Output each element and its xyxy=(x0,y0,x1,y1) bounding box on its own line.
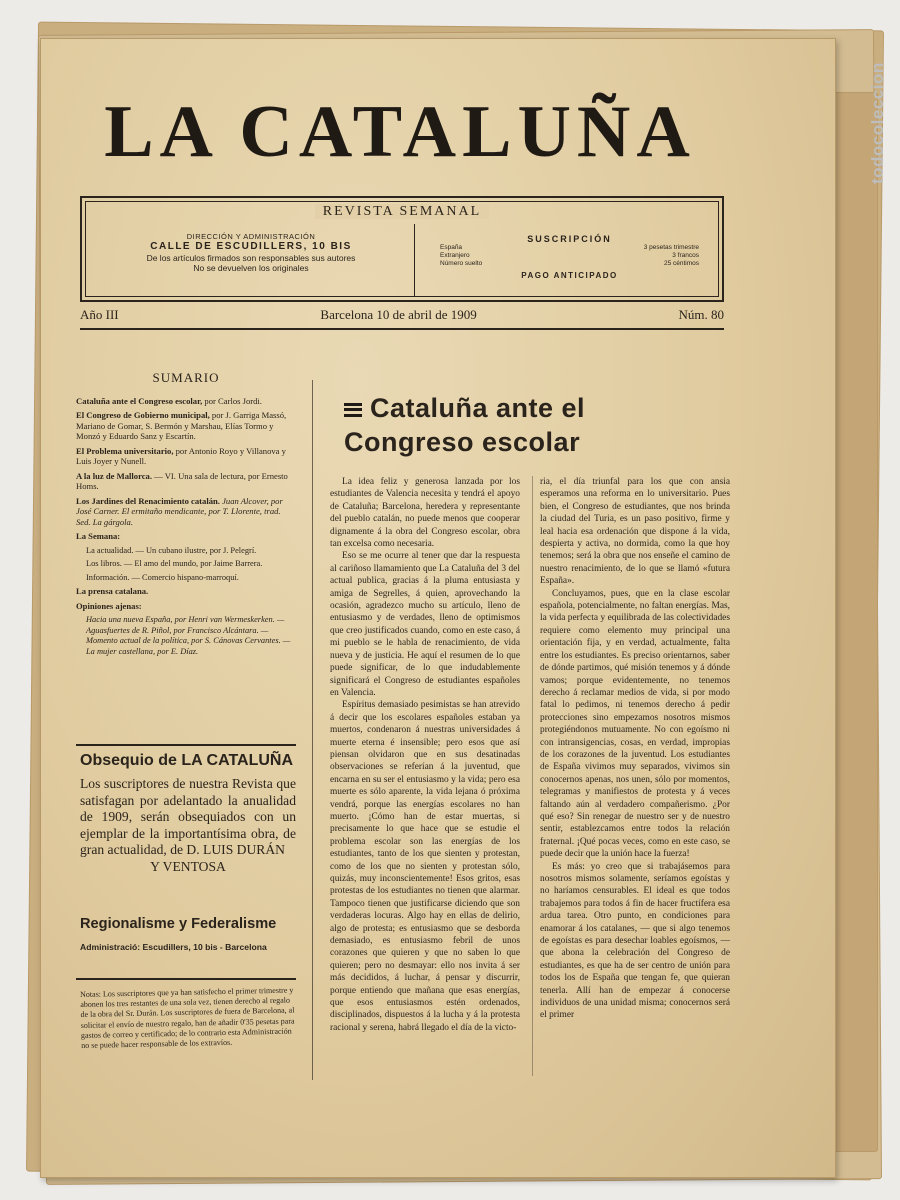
toc-entry-title: El Congreso de Gobierno municipal, xyxy=(76,410,210,421)
suscripcion-pago: PAGO ANTICIPADO xyxy=(521,271,618,281)
toc-entry-detail: Juan Alcover, por José Carner. El ermitaño mendicante, por T. Llorente, trad. Sed. La gárgola. xyxy=(76,495,283,527)
toc-entry-title: Opiniones ajenas: xyxy=(76,600,142,611)
headline-line xyxy=(344,426,736,460)
notas-block: Notas: Los suscriptores que ya han satisfecho el primer trimestre y abonen los tres restantes de una sola vez, tienen derecho al regalo de la obra del Sr. Durán. Los suscriptores de fuera de Barcelona, al solicitar el envío de nuestro regalo, han de añadir 0'35 pesetas para gastos de correo y certificado; de lo contrario esta Administración no se puede hacer responsable de los extravíos. xyxy=(80,985,295,1051)
column-rule xyxy=(532,476,533,1076)
article-paragraph: Concluyamos, pues, que en la clase escolar española, potencialmente, no faltan energías. Mas, la vida perfecta y equilibrada de las colectividades requiere como elemento muy principal una orientación fija, y en verdad, actualmente, falta entre los estudiantes. Es preciso orientarnos, saber de dónde partimos, qué misión tenemos y á dónde vamos; porque evidentemente, no tenemos derecho á reclamar medios de vida, si por modo fatal lo pedimos, ni tenemos derecho á pedir protecciones sino empezamos nosotros mismos protegiéndonos mutuamente. No con egoísmo ni con intransigencias, cosas, en verdad, impropias de los corazones de la juventud. Los estudiantes de España vivimos muy separados, vivimos sin conocernos apenas, nos unen, sólo por momentos, telegramas y manifiestos de protesta y á veces faltando aún al verdadero compañerismo. ¿Por qué eso? Sin renegar de nuestro ser y de nuestro sentir, establezcamos entre todos la relación fraternal. ¡Qué pocas veces, como en este caso, se puede decir que la unión hace la fuerza! xyxy=(540,588,730,860)
masthead-title: LA CATALUÑA xyxy=(104,91,696,173)
suscripcion-value: 3 pesetas trimestre xyxy=(643,244,699,251)
toc-entry-title: Los Jardines del Renacimiento catalán. xyxy=(76,495,220,506)
direccion-note: No se devuelven los originales xyxy=(193,263,309,274)
info-box xyxy=(80,196,724,302)
toc-entry xyxy=(76,446,296,467)
obsequio-author: Y VENTOSA xyxy=(150,858,226,874)
dateline xyxy=(80,306,724,324)
toc-subentry: Los libros. — El amo del mundo, por Jaime Barrera. xyxy=(86,559,263,569)
headline-text: Cataluña ante el xyxy=(370,393,586,423)
suscripcion-row xyxy=(432,244,707,252)
section-rule xyxy=(76,744,296,746)
dateline-rule xyxy=(80,328,724,330)
toc-entry xyxy=(76,601,296,611)
suscripcion-value: 25 céntimos xyxy=(663,260,699,268)
issue-number: Núm. 80 xyxy=(678,307,724,322)
suscripcion-label: Extranjero xyxy=(440,252,470,260)
toc-entry-title: La Semana: xyxy=(76,531,121,542)
toc-entry xyxy=(76,396,296,406)
article-paragraph: Espíritus demasiado pesimistas se han atrevido á decir que los escolares españoles estaban ya muertos, condenaron á nuestras universidades á muerte eterna é insensible; pero esos que así piensan olvidaron que en sus desatinadas observaciones se referían á la juventud, que encarna en su ser el entusiasmo y la vida; pero esa muerte es sólo aparente, la vida lejana ó próxima vendrá, porque las energías escolares no han muerto. ¡Cómo han de estar muertas, si precisamente lo que hace que se estudie el problema escolar son las energías de los estudiantes, tanto de los que sienten y protestan, como de los que no sienten y protestan sólo, quizás, muy inconscientemente! Esos gritos, esas protestas de los estudiantes no tienen que alarmar. Tampoco tienen que justificarse diciendo que son verdaderas locuras. Algo hay en ellas de delirio, algo de protesta; es entusiasmo que se desborda demasiado, es entusiasmo febril de unos corazones que quieren y que no saben lo que quieren; pero no desmayar: ello nos invita á ser más decididos, á luchar, á pensar y discurrir, porque entiendo que mañana que esas energías, que esos entusiasmos estén ordenados, disciplinados, dispuestos á la lucha y á la protesta racional y serena, habrá llegado el día de la victo- xyxy=(330,700,520,1033)
article-paragraph: Es más: yo creo que si trabajásemos para nosotros mismos solamente, seríamos egoístas y no haríamos censurables. El ideal es que todos trabajemos para todos á fin de hacer fructífera esa ardua tarea. Otro punto, en condiciones para enamorar á los catalanes, — que si algo tenemos de egoístas es para desechar loables egoísmos, — que abona la celebración del Congreso de estudiantes, es que ha de ser centro de unión para todos los de España que tengan fe, que quieran tenerla. Allí han de empezar á conocerse individuos de una unidad misma; conocernos será el primer xyxy=(540,861,730,1021)
suscripcion-value: 3 francos xyxy=(672,252,699,260)
toc-entry xyxy=(76,471,296,492)
book-title: Regionalisme y Federalisme xyxy=(80,916,277,932)
book-ad xyxy=(80,916,296,952)
article-column xyxy=(330,476,520,1034)
suscripcion-title: SUSCRIPCIÓN xyxy=(527,234,612,244)
book-admin: Administració: Escudillers, 10 bis - Barcelona xyxy=(80,942,267,952)
toc-subentry-text: Hacia una nueva España, por Henri van Wermeskerken. — Aguasfuertes de R. Piñol, por Francisco Alcántara. — Momento actual de la política, por S. Cánovas Cervantes. — La mujer castellana, por E. Díaz. xyxy=(86,615,291,656)
toc-entry-detail: por Antonio Royo y Villanova y Luis Joyer y Nunell. xyxy=(76,445,286,467)
issue-date: Barcelona 10 de abril de 1909 xyxy=(320,307,477,322)
sumario xyxy=(76,370,296,660)
article-headline xyxy=(344,392,736,460)
toc-subentry: Información. — Comercio hispano-marroquí. xyxy=(86,572,239,582)
suscripcion-label: España xyxy=(440,244,463,251)
subtitle xyxy=(82,204,722,220)
suscripcion-row xyxy=(432,260,707,268)
direccion-line: DIRECCIÓN Y ADMINISTRACIÓN xyxy=(186,232,316,241)
section-rule xyxy=(76,978,296,980)
headline-text: Congreso escolar xyxy=(344,426,581,457)
info-box-divider xyxy=(414,224,415,296)
headline-marker-icon xyxy=(344,403,362,417)
article-paragraph: ria, el día triunfal para los que con ansia esperamos una reforma en lo universitario. Pues bien, el Congreso de estudiantes, que nos brinda la ciudad del Turia, es un paso positivo, firme y leal hacia esa ordenación que dispone á la vida, despierta y activa, no dormida, como la que hoy tenemos; será la obra que nos enseñe el camino de nuestro renacimiento, de lo que se llamó «futura España». xyxy=(540,477,730,587)
toc-entry xyxy=(76,586,296,596)
toc-entry-detail: por Carlos Jordi. xyxy=(202,396,262,406)
watermark: todocoleccion xyxy=(868,62,887,184)
toc-entry-detail: — VI. Una sala de lectura, por Ernesto Homs. xyxy=(76,470,288,492)
obsequio-block xyxy=(80,752,296,875)
suscripcion-row xyxy=(432,252,707,260)
column-rule xyxy=(312,380,313,1080)
obsequio-text: Los suscriptores de nuestra Revista que satisfagan por adelantado la anualidad de 1909, serán obsequiados con un ejemplar de la importantísima obra, de gran actualidad, de D. LUIS DURÁN xyxy=(80,776,296,858)
toc-entry xyxy=(76,531,296,541)
toc-entry-title: A la luz de Mallorca. xyxy=(76,470,152,481)
direccion-note: De los artículos firmados son responsables sus autores xyxy=(146,253,356,263)
suscripcion-label: Número suelto xyxy=(440,260,483,268)
toc-subentry xyxy=(76,615,296,657)
headline-line xyxy=(344,392,736,426)
suscripcion-block xyxy=(432,234,707,280)
toc-subentry: La actualidad. — Un cubano ilustre, por J. Pelegrí. xyxy=(86,545,257,555)
article-paragraph: La idea feliz y generosa lanzada por los estudiantes de Valencia necesita y tendrá el apoyo de Cataluña; Barcelona, heredera y representante del pueblo catalán, no puede menos que cooperar dignamente á la obra del Congreso escolar, obra tan excelsa como necesaria. xyxy=(330,477,520,550)
obsequio-title: Obsequio de LA CATALUÑA xyxy=(80,752,294,769)
article-column xyxy=(540,476,730,1022)
sumario-title: SUMARIO xyxy=(152,370,220,385)
direccion-address: CALLE DE ESCUDILLERS, 10 BIS xyxy=(150,241,352,252)
issue-year: Año III xyxy=(80,307,119,322)
toc-entry-detail: por J. Garriga Massó, Mariano de Gomar, S. Bermón y Marshau, Elías Tormo y Monzó y Eduardo Sanz y Escartín. xyxy=(76,410,287,442)
toc-entry xyxy=(76,496,296,527)
subtitle-text: REVISTA SEMANAL xyxy=(315,204,489,219)
toc-entry-title: La prensa catalana. xyxy=(76,586,149,597)
toc-entry xyxy=(76,410,296,441)
toc-entry-title: El Problema universitario, xyxy=(76,445,174,456)
article-paragraph: Eso se me ocurre al tener que dar la respuesta al cariñoso llamamiento que La Cataluña del 3 del actual publica, gracias á la pluma entusiasta y amiga de Segrelles, á quien, aprovechando la ocasión, agradezco mucho su artículo, lleno de entusiasmo y de verdades, lleno de optimismos que creo justificados cuando, como en este caso, á mi pueblo se le habla de renacimiento, de vida nueva y de justicia. He aquí el resumen de lo que puede significar, de lo que indudablemente significará el Congreso de estudiantes españoles en Valencia. xyxy=(330,551,520,698)
direccion-block xyxy=(104,232,398,273)
toc-entry-title: Cataluña ante el Congreso escolar, xyxy=(76,396,203,406)
